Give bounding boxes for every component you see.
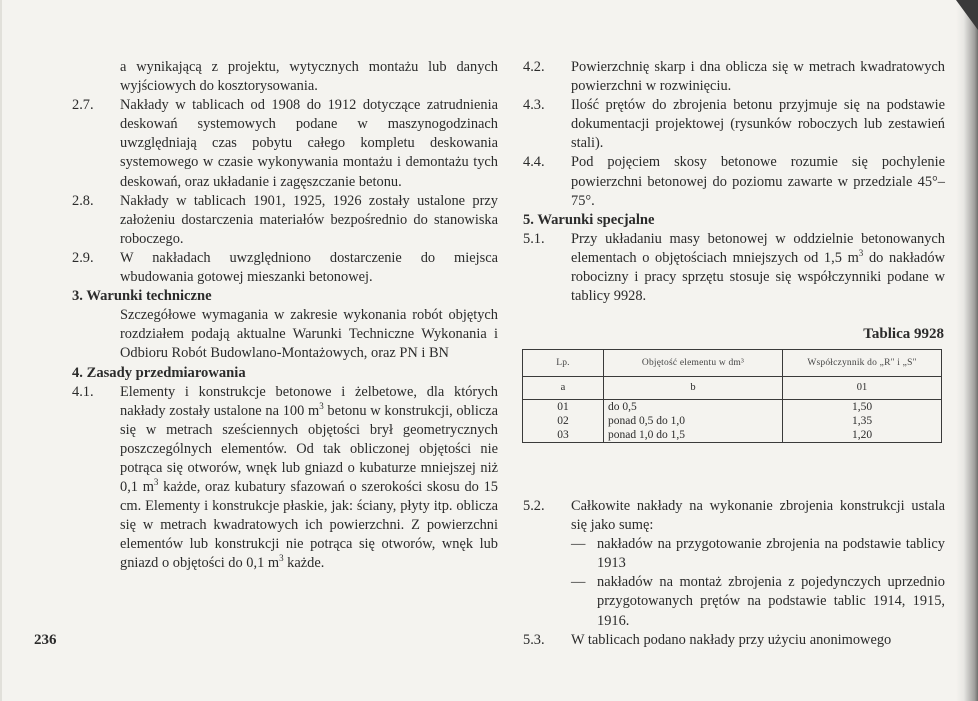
coefficient-table (522, 349, 942, 443)
table-data (523, 400, 942, 443)
section-text: W tablicach podano nakłady przy użyciu anonimowego (571, 631, 892, 648)
section-4-3 (523, 96, 945, 153)
right-column-top (523, 58, 945, 306)
right-column-bottom (523, 497, 945, 650)
letter-a: a (523, 377, 604, 400)
section-number: 2.8. (72, 192, 94, 209)
page-binding-shadow (956, 0, 978, 701)
table-cell: ponad 0,5 do 1,0 (608, 415, 685, 427)
section-3-text: Szczegółowe wymagania w zakresie wykonania robót objętych rozdziałem podają aktualne Warunki Techniczne Wykonania i Odbioru Robót Budowlano-Montażowych, oraz PN i BN (120, 307, 498, 362)
section-text (120, 383, 498, 574)
section-intro-text: Całkowite nakłady na wykonanie zbrojenia konstrukcji ustala się jako sumę: (571, 498, 945, 534)
text-fragment: do nakładów robocizny i pracy sprzętu stosuje się współczynniki podane w tablicy 9928. (571, 249, 945, 305)
section-number: 4.4. (523, 154, 545, 171)
intro-text: a wynikającą z projektu, wytycznych montażu lub danych wyjściowych do kosztorysowania. (120, 59, 498, 95)
section-number: 4.2. (523, 59, 545, 75)
heading-warunki-techniczne: 3. Warunki techniczne (72, 288, 212, 305)
section-2-7 (72, 96, 498, 191)
table-cell: 01 (557, 401, 569, 413)
volume-column (604, 400, 783, 443)
section-number: 2.7. (72, 97, 94, 114)
header-lp: Lp. (523, 350, 604, 377)
text-fragment: betonu w konstrukcji, oblicza się w metrach sześciennych objętości brył geometrycznych poszczególnych elementów. Od tak obliczonej objętości nie potrąca się otworów, wnęk lub gniazd o kubaturze mniejszej niż 0,1 m (120, 402, 498, 496)
section-5-3 (523, 631, 945, 650)
page-edge (0, 0, 2, 701)
header-volume: Objętość elementu w dm³ (604, 350, 783, 377)
section-4-2 (523, 58, 945, 96)
header-coefficient: Współczynnik do „R" i „S" (783, 350, 942, 377)
section-text (571, 497, 945, 631)
dash-text: nakładów na przygotowanie zbrojenia na podstawie tablicy 1913 (597, 536, 945, 572)
table-cell: 03 (557, 429, 569, 441)
section-number: 5.3. (523, 631, 545, 648)
section-4-1 (72, 383, 498, 574)
table-cell: 1,35 (851, 415, 873, 427)
section-text: Nakłady w tablicach 1901, 1925, 1926 zostały ustalone przy założeniu dostarczenia materiałów bezpośrednio do stanowiska roboczego. (120, 192, 498, 247)
dash-mark: — (571, 574, 586, 591)
lp-column (523, 400, 604, 443)
section-number: 4.1. (72, 383, 94, 400)
heading-zasady-przedmiarowania: 4. Zasady przedmiarowania (72, 364, 246, 381)
section-text (571, 230, 945, 306)
section-number: 2.9. (72, 249, 94, 266)
dash-list-item (571, 573, 945, 630)
section-2-8 (72, 192, 498, 249)
table-cell: 1,20 (851, 429, 873, 441)
superscript: 3 (279, 553, 284, 564)
table-cell: 1,50 (851, 401, 873, 413)
table-cell: ponad 1,0 do 1,5 (608, 429, 685, 441)
dash-list-item (571, 535, 945, 573)
dash-mark: — (571, 536, 586, 553)
section-2-9 (72, 249, 498, 287)
superscript: 3 (858, 247, 864, 258)
section-number: 5.2. (523, 498, 545, 514)
page-number: 236 (34, 632, 57, 648)
section-4-4 (523, 153, 945, 210)
section-5-2 (523, 497, 945, 631)
text-fragment: każde, oraz kubatury sfazowań o szerokości skosu do 15 cm. Elementy i konstrukcje płaskie, jak: ściany, płyty itp. oblicza się w metrach kwadratowych ich powierzchni. Z powierzchni elementów lub konstrukcji nie potrąca się otworów, wnęk lub gniazd o objętości do 0,1 m (120, 479, 498, 572)
superscript: 3 (319, 400, 324, 411)
section-text: Powierzchnię skarp i dna oblicza się w metrach kwadratowych powierzchni w rozwinięciu. (571, 59, 945, 95)
table-cell: 02 (557, 415, 569, 427)
table-header-row (523, 350, 942, 377)
section-5-1 (523, 230, 945, 306)
section-text: Nakłady w tablicach od 1908 do 1912 dotyczące zatrudnienia deskowań systemowych podane w maszynogodzinach uwzględniają czas pobytu całego kompletu deskowania systemowego w czasie wykonywania montażu i demontażu tych deskowań, oraz układanie i zagęszczanie betonu. (120, 97, 498, 190)
left-column (72, 58, 498, 574)
section-text: W nakładach uwzględniono dostarczenie do miejsca wbudowania gotowej mieszanki betonowej. (120, 249, 498, 286)
page-corner (956, 0, 978, 30)
section-number: 5.1. (523, 230, 545, 247)
table-title: Tablica 9928 (863, 326, 944, 342)
superscript: 3 (153, 477, 159, 488)
table-cell: do 0,5 (608, 401, 637, 413)
dash-text: nakładów na montaż zbrojenia z pojedynczych uprzednio przygotowanych prętów na podstawie tablic 1914, 1915, 1916. (597, 574, 945, 629)
letter-01: 01 (783, 377, 942, 400)
section-number: 4.3. (523, 97, 545, 114)
section-text: Pod pojęciem skosy betonowe rozumie się pochylenie powierzchni betonowej do poziomu zawarte w przedziale 45°–75°. (571, 154, 945, 209)
text-fragment: Przy układaniu masy betonowej w oddzielnie betonowanych elementach o objętościach mniejszych od 1,5 m (571, 230, 945, 266)
table-letter-row (523, 377, 942, 400)
text-fragment: Elementy i konstrukcje betonowe i żelbetowe, dla których nakłady zostały ustalone na 100 m (120, 383, 498, 419)
text-fragment: każde. (283, 555, 325, 572)
coefficient-column (783, 400, 942, 443)
section-text: Ilość prętów do zbrojenia betonu przyjmuje się na podstawie dokumentacji projektowej (rysunków roboczych lub zestawień stali). (571, 97, 945, 152)
heading-warunki-specjalne: 5. Warunki specjalne (523, 211, 655, 228)
letter-b: b (604, 377, 783, 400)
